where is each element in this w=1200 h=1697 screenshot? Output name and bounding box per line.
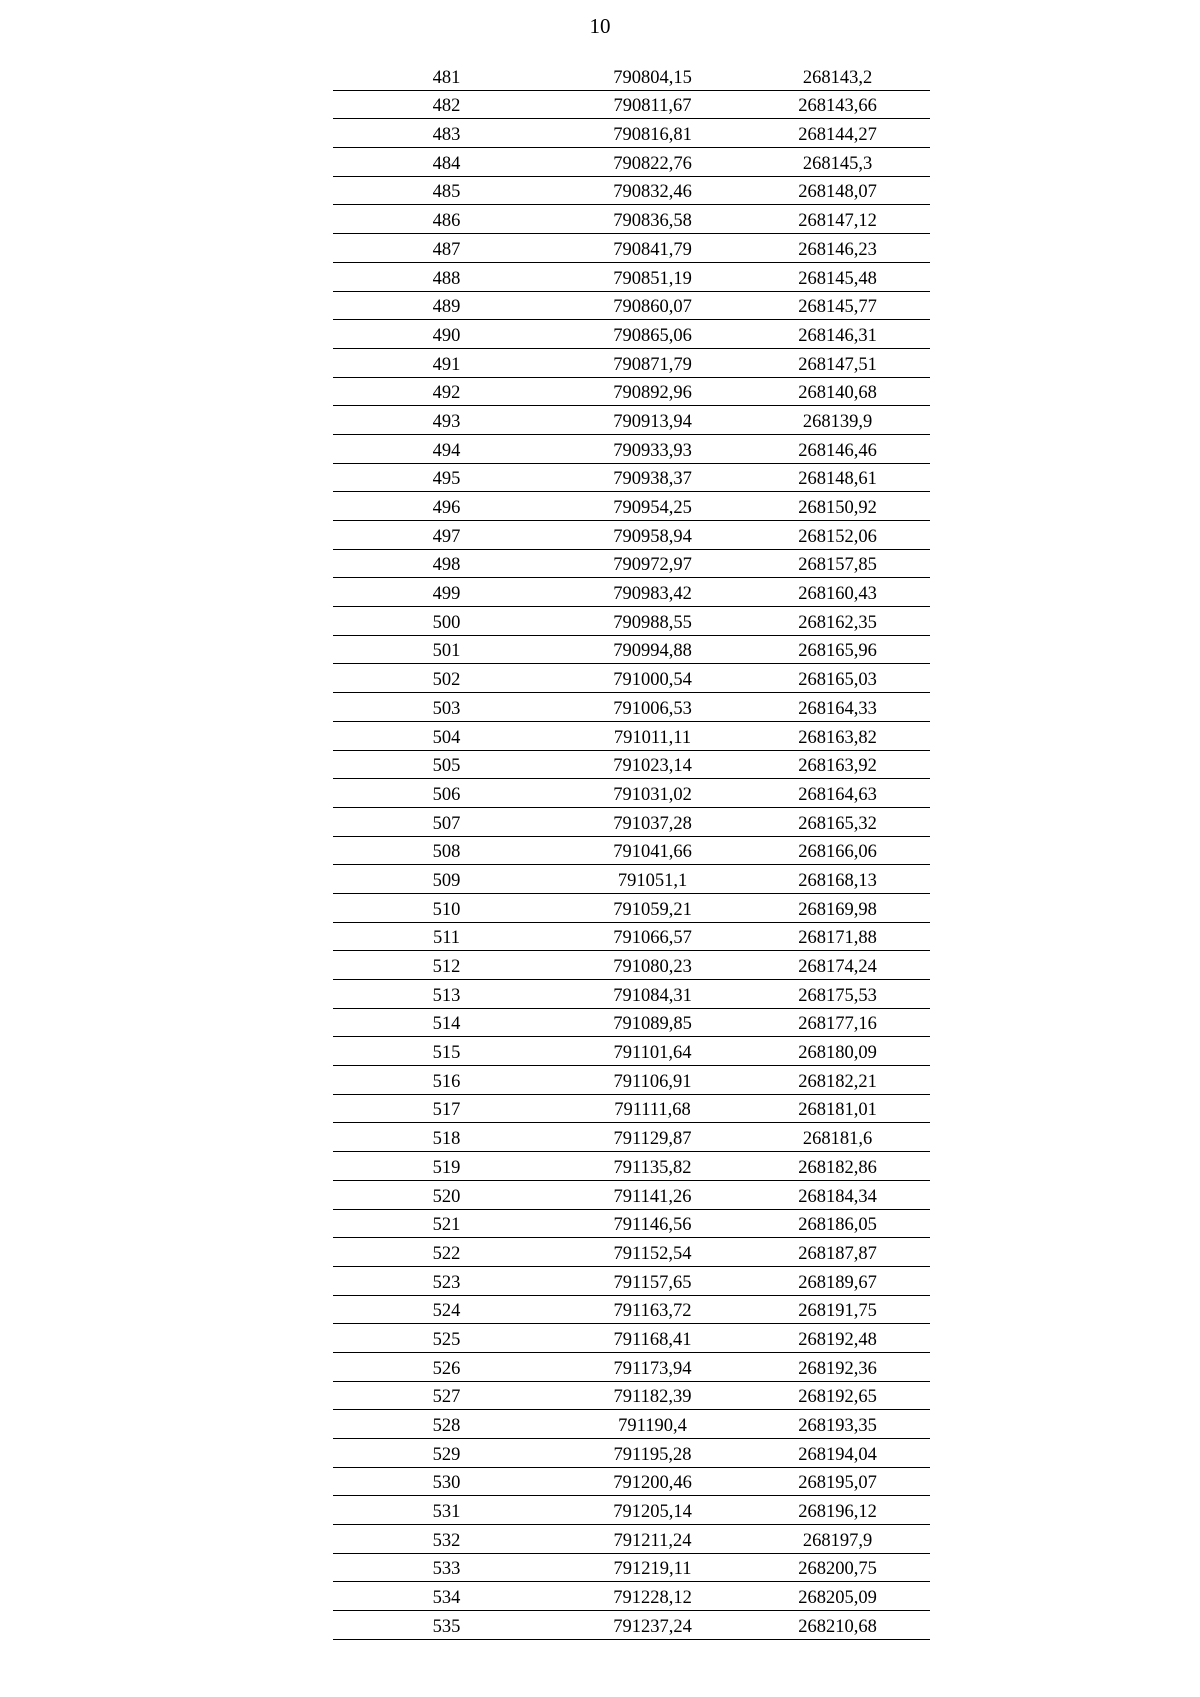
table-row bbox=[333, 951, 930, 980]
y-coordinate-cell: 268146,46 bbox=[745, 434, 930, 463]
table-row bbox=[333, 291, 930, 320]
table-row bbox=[333, 807, 930, 836]
table-row bbox=[333, 1553, 930, 1582]
point-number-cell: 492 bbox=[333, 377, 560, 406]
point-number-cell: 487 bbox=[333, 234, 560, 263]
table-row bbox=[333, 1152, 930, 1181]
x-coordinate-cell: 791163,72 bbox=[560, 1295, 745, 1324]
x-coordinate-cell: 791146,56 bbox=[560, 1209, 745, 1238]
y-coordinate-cell: 268148,61 bbox=[745, 463, 930, 492]
y-coordinate-cell: 268164,33 bbox=[745, 693, 930, 722]
point-number-cell: 513 bbox=[333, 980, 560, 1009]
x-coordinate-cell: 790958,94 bbox=[560, 521, 745, 550]
table-row bbox=[333, 779, 930, 808]
point-number-cell: 510 bbox=[333, 893, 560, 922]
x-coordinate-cell: 790988,55 bbox=[560, 607, 745, 636]
x-coordinate-cell: 790851,19 bbox=[560, 262, 745, 291]
x-coordinate-cell: 791200,46 bbox=[560, 1467, 745, 1496]
x-coordinate-cell: 790983,42 bbox=[560, 578, 745, 607]
x-coordinate-cell: 790913,94 bbox=[560, 406, 745, 435]
y-coordinate-cell: 268147,12 bbox=[745, 205, 930, 234]
point-number-cell: 490 bbox=[333, 320, 560, 349]
y-coordinate-cell: 268147,51 bbox=[745, 348, 930, 377]
x-coordinate-cell: 791190,4 bbox=[560, 1410, 745, 1439]
table-row bbox=[333, 62, 930, 90]
point-number-cell: 503 bbox=[333, 693, 560, 722]
x-coordinate-cell: 791031,02 bbox=[560, 779, 745, 808]
x-coordinate-cell: 790860,07 bbox=[560, 291, 745, 320]
y-coordinate-cell: 268145,77 bbox=[745, 291, 930, 320]
y-coordinate-cell: 268144,27 bbox=[745, 119, 930, 148]
point-number-cell: 508 bbox=[333, 836, 560, 865]
table-row bbox=[333, 492, 930, 521]
table-row bbox=[333, 406, 930, 435]
x-coordinate-cell: 790832,46 bbox=[560, 176, 745, 205]
point-number-cell: 515 bbox=[333, 1037, 560, 1066]
point-number-cell: 489 bbox=[333, 291, 560, 320]
x-coordinate-cell: 791135,82 bbox=[560, 1152, 745, 1181]
x-coordinate-cell: 790841,79 bbox=[560, 234, 745, 263]
x-coordinate-cell: 791000,54 bbox=[560, 664, 745, 693]
table-row bbox=[333, 1037, 930, 1066]
y-coordinate-cell: 268166,06 bbox=[745, 836, 930, 865]
point-number-cell: 519 bbox=[333, 1152, 560, 1181]
point-number-cell: 484 bbox=[333, 148, 560, 177]
y-coordinate-cell: 268192,65 bbox=[745, 1381, 930, 1410]
x-coordinate-cell: 791219,11 bbox=[560, 1553, 745, 1582]
x-coordinate-cell: 790865,06 bbox=[560, 320, 745, 349]
x-coordinate-cell: 791041,66 bbox=[560, 836, 745, 865]
y-coordinate-cell: 268143,2 bbox=[745, 62, 930, 90]
point-number-cell: 517 bbox=[333, 1094, 560, 1123]
table-row bbox=[333, 377, 930, 406]
y-coordinate-cell: 268168,13 bbox=[745, 865, 930, 894]
point-number-cell: 518 bbox=[333, 1123, 560, 1152]
y-coordinate-cell: 268182,86 bbox=[745, 1152, 930, 1181]
point-number-cell: 520 bbox=[333, 1180, 560, 1209]
y-coordinate-cell: 268145,3 bbox=[745, 148, 930, 177]
point-number-cell: 530 bbox=[333, 1467, 560, 1496]
table-row bbox=[333, 119, 930, 148]
x-coordinate-cell: 791237,24 bbox=[560, 1611, 745, 1640]
point-number-cell: 534 bbox=[333, 1582, 560, 1611]
table-row bbox=[333, 836, 930, 865]
point-number-cell: 533 bbox=[333, 1553, 560, 1582]
y-coordinate-cell: 268165,03 bbox=[745, 664, 930, 693]
point-number-cell: 497 bbox=[333, 521, 560, 550]
x-coordinate-cell: 790972,97 bbox=[560, 549, 745, 578]
y-coordinate-cell: 268148,07 bbox=[745, 176, 930, 205]
point-number-cell: 483 bbox=[333, 119, 560, 148]
x-coordinate-cell: 790938,37 bbox=[560, 463, 745, 492]
table-row bbox=[333, 893, 930, 922]
x-coordinate-cell: 791152,54 bbox=[560, 1238, 745, 1267]
x-coordinate-cell: 790822,76 bbox=[560, 148, 745, 177]
x-coordinate-cell: 790954,25 bbox=[560, 492, 745, 521]
table-row bbox=[333, 721, 930, 750]
point-number-cell: 485 bbox=[333, 176, 560, 205]
x-coordinate-cell: 791080,23 bbox=[560, 951, 745, 980]
point-number-cell: 506 bbox=[333, 779, 560, 808]
table-row bbox=[333, 434, 930, 463]
y-coordinate-cell: 268184,34 bbox=[745, 1180, 930, 1209]
point-number-cell: 511 bbox=[333, 922, 560, 951]
point-number-cell: 514 bbox=[333, 1008, 560, 1037]
x-coordinate-cell: 790804,15 bbox=[560, 62, 745, 90]
table-row bbox=[333, 635, 930, 664]
table-row bbox=[333, 262, 930, 291]
point-number-cell: 501 bbox=[333, 635, 560, 664]
x-coordinate-cell: 791205,14 bbox=[560, 1496, 745, 1525]
point-number-cell: 516 bbox=[333, 1066, 560, 1095]
y-coordinate-cell: 268146,31 bbox=[745, 320, 930, 349]
coordinate-table-body bbox=[333, 62, 930, 1639]
point-number-cell: 504 bbox=[333, 721, 560, 750]
y-coordinate-cell: 268181,01 bbox=[745, 1094, 930, 1123]
point-number-cell: 527 bbox=[333, 1381, 560, 1410]
point-number-cell: 507 bbox=[333, 807, 560, 836]
table-row bbox=[333, 1008, 930, 1037]
y-coordinate-cell: 268194,04 bbox=[745, 1439, 930, 1468]
y-coordinate-cell: 268171,88 bbox=[745, 922, 930, 951]
point-number-cell: 486 bbox=[333, 205, 560, 234]
x-coordinate-cell: 791106,91 bbox=[560, 1066, 745, 1095]
y-coordinate-cell: 268196,12 bbox=[745, 1496, 930, 1525]
table-row bbox=[333, 865, 930, 894]
table-row bbox=[333, 1123, 930, 1152]
table-row bbox=[333, 922, 930, 951]
point-number-cell: 532 bbox=[333, 1525, 560, 1554]
coordinate-table bbox=[333, 62, 930, 1640]
point-number-cell: 493 bbox=[333, 406, 560, 435]
y-coordinate-cell: 268162,35 bbox=[745, 607, 930, 636]
table-row bbox=[333, 607, 930, 636]
point-number-cell: 494 bbox=[333, 434, 560, 463]
y-coordinate-cell: 268150,92 bbox=[745, 492, 930, 521]
point-number-cell: 523 bbox=[333, 1266, 560, 1295]
table-row bbox=[333, 463, 930, 492]
x-coordinate-cell: 791089,85 bbox=[560, 1008, 745, 1037]
table-row bbox=[333, 1381, 930, 1410]
table-row bbox=[333, 176, 930, 205]
point-number-cell: 509 bbox=[333, 865, 560, 894]
table-row bbox=[333, 1582, 930, 1611]
x-coordinate-cell: 790816,81 bbox=[560, 119, 745, 148]
point-number-cell: 524 bbox=[333, 1295, 560, 1324]
table-row bbox=[333, 205, 930, 234]
table-row bbox=[333, 1295, 930, 1324]
x-coordinate-cell: 791168,41 bbox=[560, 1324, 745, 1353]
y-coordinate-cell: 268143,66 bbox=[745, 90, 930, 119]
point-number-cell: 498 bbox=[333, 549, 560, 578]
table-row bbox=[333, 320, 930, 349]
y-coordinate-cell: 268187,87 bbox=[745, 1238, 930, 1267]
y-coordinate-cell: 268145,48 bbox=[745, 262, 930, 291]
point-number-cell: 526 bbox=[333, 1352, 560, 1381]
y-coordinate-cell: 268139,9 bbox=[745, 406, 930, 435]
point-number-cell: 500 bbox=[333, 607, 560, 636]
y-coordinate-cell: 268193,35 bbox=[745, 1410, 930, 1439]
y-coordinate-cell: 268140,68 bbox=[745, 377, 930, 406]
point-number-cell: 496 bbox=[333, 492, 560, 521]
point-number-cell: 482 bbox=[333, 90, 560, 119]
point-number-cell: 528 bbox=[333, 1410, 560, 1439]
x-coordinate-cell: 790811,67 bbox=[560, 90, 745, 119]
x-coordinate-cell: 791173,94 bbox=[560, 1352, 745, 1381]
page-number: 10 bbox=[589, 14, 611, 38]
x-coordinate-cell: 791084,31 bbox=[560, 980, 745, 1009]
point-number-cell: 522 bbox=[333, 1238, 560, 1267]
table-row bbox=[333, 1611, 930, 1640]
x-coordinate-cell: 791059,21 bbox=[560, 893, 745, 922]
x-coordinate-cell: 791051,1 bbox=[560, 865, 745, 894]
point-number-cell: 505 bbox=[333, 750, 560, 779]
y-coordinate-cell: 268192,48 bbox=[745, 1324, 930, 1353]
table-row bbox=[333, 549, 930, 578]
x-coordinate-cell: 791129,87 bbox=[560, 1123, 745, 1152]
y-coordinate-cell: 268163,82 bbox=[745, 721, 930, 750]
table-row bbox=[333, 693, 930, 722]
x-coordinate-cell: 790836,58 bbox=[560, 205, 745, 234]
y-coordinate-cell: 268174,24 bbox=[745, 951, 930, 980]
point-number-cell: 529 bbox=[333, 1439, 560, 1468]
y-coordinate-cell: 268191,75 bbox=[745, 1295, 930, 1324]
x-coordinate-cell: 790892,96 bbox=[560, 377, 745, 406]
point-number-cell: 512 bbox=[333, 951, 560, 980]
y-coordinate-cell: 268205,09 bbox=[745, 1582, 930, 1611]
point-number-cell: 521 bbox=[333, 1209, 560, 1238]
table-row bbox=[333, 1352, 930, 1381]
x-coordinate-cell: 791182,39 bbox=[560, 1381, 745, 1410]
table-row bbox=[333, 664, 930, 693]
x-coordinate-cell: 791066,57 bbox=[560, 922, 745, 951]
x-coordinate-cell: 791211,24 bbox=[560, 1525, 745, 1554]
x-coordinate-cell: 790994,88 bbox=[560, 635, 745, 664]
table-row bbox=[333, 1066, 930, 1095]
y-coordinate-cell: 268200,75 bbox=[745, 1553, 930, 1582]
y-coordinate-cell: 268177,16 bbox=[745, 1008, 930, 1037]
y-coordinate-cell: 268175,53 bbox=[745, 980, 930, 1009]
point-number-cell: 491 bbox=[333, 348, 560, 377]
y-coordinate-cell: 268160,43 bbox=[745, 578, 930, 607]
y-coordinate-cell: 268181,6 bbox=[745, 1123, 930, 1152]
table-row bbox=[333, 90, 930, 119]
y-coordinate-cell: 268146,23 bbox=[745, 234, 930, 263]
y-coordinate-cell: 268157,85 bbox=[745, 549, 930, 578]
y-coordinate-cell: 268165,32 bbox=[745, 807, 930, 836]
y-coordinate-cell: 268182,21 bbox=[745, 1066, 930, 1095]
y-coordinate-cell: 268189,67 bbox=[745, 1266, 930, 1295]
table-row bbox=[333, 348, 930, 377]
table-row bbox=[333, 1180, 930, 1209]
point-number-cell: 499 bbox=[333, 578, 560, 607]
y-coordinate-cell: 268192,36 bbox=[745, 1352, 930, 1381]
table-row bbox=[333, 750, 930, 779]
point-number-cell: 488 bbox=[333, 262, 560, 291]
table-row bbox=[333, 1238, 930, 1267]
x-coordinate-cell: 791157,65 bbox=[560, 1266, 745, 1295]
table-row bbox=[333, 1410, 930, 1439]
x-coordinate-cell: 791101,64 bbox=[560, 1037, 745, 1066]
x-coordinate-cell: 791023,14 bbox=[560, 750, 745, 779]
x-coordinate-cell: 790871,79 bbox=[560, 348, 745, 377]
table-row bbox=[333, 1324, 930, 1353]
y-coordinate-cell: 268164,63 bbox=[745, 779, 930, 808]
table-row bbox=[333, 1525, 930, 1554]
table-row bbox=[333, 1496, 930, 1525]
x-coordinate-cell: 791195,28 bbox=[560, 1439, 745, 1468]
x-coordinate-cell: 791111,68 bbox=[560, 1094, 745, 1123]
table-row bbox=[333, 234, 930, 263]
point-number-cell: 502 bbox=[333, 664, 560, 693]
point-number-cell: 481 bbox=[333, 62, 560, 90]
x-coordinate-cell: 791011,11 bbox=[560, 721, 745, 750]
y-coordinate-cell: 268186,05 bbox=[745, 1209, 930, 1238]
x-coordinate-cell: 790933,93 bbox=[560, 434, 745, 463]
x-coordinate-cell: 791037,28 bbox=[560, 807, 745, 836]
table-row bbox=[333, 1467, 930, 1496]
x-coordinate-cell: 791228,12 bbox=[560, 1582, 745, 1611]
y-coordinate-cell: 268152,06 bbox=[745, 521, 930, 550]
y-coordinate-cell: 268210,68 bbox=[745, 1611, 930, 1640]
y-coordinate-cell: 268195,07 bbox=[745, 1467, 930, 1496]
y-coordinate-cell: 268197,9 bbox=[745, 1525, 930, 1554]
table-row bbox=[333, 1094, 930, 1123]
x-coordinate-cell: 791006,53 bbox=[560, 693, 745, 722]
table-row bbox=[333, 578, 930, 607]
table-row bbox=[333, 521, 930, 550]
y-coordinate-cell: 268169,98 bbox=[745, 893, 930, 922]
table-row bbox=[333, 148, 930, 177]
point-number-cell: 535 bbox=[333, 1611, 560, 1640]
table-row bbox=[333, 1266, 930, 1295]
y-coordinate-cell: 268163,92 bbox=[745, 750, 930, 779]
table-row bbox=[333, 1439, 930, 1468]
point-number-cell: 531 bbox=[333, 1496, 560, 1525]
table-row bbox=[333, 1209, 930, 1238]
point-number-cell: 495 bbox=[333, 463, 560, 492]
y-coordinate-cell: 268180,09 bbox=[745, 1037, 930, 1066]
table-row bbox=[333, 980, 930, 1009]
y-coordinate-cell: 268165,96 bbox=[745, 635, 930, 664]
point-number-cell: 525 bbox=[333, 1324, 560, 1353]
x-coordinate-cell: 791141,26 bbox=[560, 1180, 745, 1209]
